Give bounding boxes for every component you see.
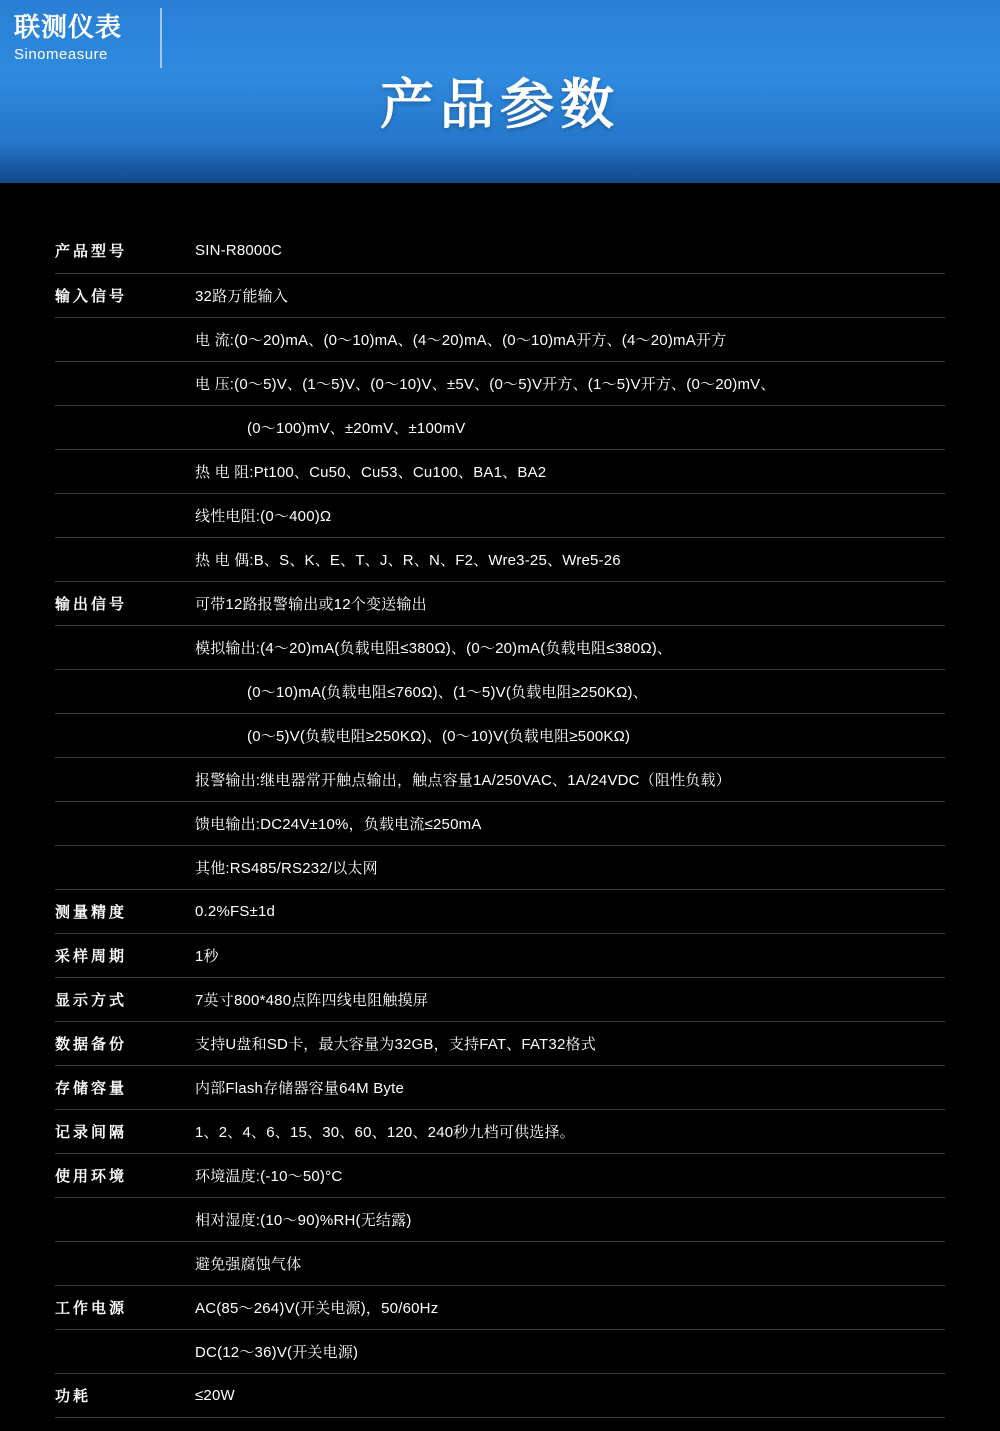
spec-label: 记录间隔	[55, 1109, 195, 1153]
spec-value: (0～100)mV、±20mV、±100mV	[195, 405, 945, 449]
table-row	[55, 1153, 945, 1197]
table-row	[55, 273, 945, 317]
spec-value: (0～10)mA(负载电阻≤760Ω)、(1～5)V(负载电阻≥250KΩ)、	[195, 669, 945, 713]
spec-label	[55, 493, 195, 537]
spec-value: 1、2、4、6、15、30、60、120、240秒九档可供选择。	[195, 1109, 945, 1153]
spec-label	[55, 801, 195, 845]
table-row	[55, 669, 945, 713]
spec-label	[55, 317, 195, 361]
product-spec-table	[55, 229, 945, 1418]
spec-value: 7英寸800*480点阵四线电阻触摸屏	[195, 977, 945, 1021]
spec-label: 测量精度	[55, 889, 195, 933]
spec-label: 输入信号	[55, 273, 195, 317]
spec-value: SIN-R8000C	[195, 229, 945, 273]
spec-value: 线性电阻:(0～400)Ω	[195, 493, 945, 537]
spec-label: 产品型号	[55, 229, 195, 273]
spec-value: 模拟输出:(4～20)mA(负载电阻≤380Ω)、(0～20)mA(负载电阻≤380Ω)、	[195, 625, 945, 669]
table-row	[55, 1021, 945, 1065]
table-row	[55, 757, 945, 801]
table-row	[55, 625, 945, 669]
spec-label	[55, 1197, 195, 1241]
spec-value: 相对湿度:(10～90)%RH(无结露)	[195, 1197, 945, 1241]
table-row	[55, 1109, 945, 1153]
spec-label	[55, 845, 195, 889]
spec-value: 热 电 阻:Pt100、Cu50、Cu53、Cu100、BA1、BA2	[195, 449, 945, 493]
spec-label: 工作电源	[55, 1285, 195, 1329]
table-row	[55, 1329, 945, 1373]
spec-value: 环境温度:(-10～50)°C	[195, 1153, 945, 1197]
brand-logo-en: Sinomeasure	[14, 46, 108, 63]
spec-value: 支持U盘和SD卡，最大容量为32GB，支持FAT、FAT32格式	[195, 1021, 945, 1065]
spec-label: 输出信号	[55, 581, 195, 625]
table-row	[55, 229, 945, 273]
table-row	[55, 449, 945, 493]
table-row	[55, 977, 945, 1021]
table-row	[55, 1285, 945, 1329]
spec-label	[55, 669, 195, 713]
table-row	[55, 361, 945, 405]
page-title: 产品参数	[380, 75, 620, 135]
table-row	[55, 713, 945, 757]
spec-value: 内部Flash存储器容量64M Byte	[195, 1065, 945, 1109]
spec-value: (0～5)V(负载电阻≥250KΩ)、(0～10)V(负载电阻≥500KΩ)	[195, 713, 945, 757]
spec-value: 馈电输出:DC24V±10%，负载电流≤250mA	[195, 801, 945, 845]
spec-label	[55, 625, 195, 669]
spec-label	[55, 405, 195, 449]
table-row	[55, 1065, 945, 1109]
spec-value: AC(85～264)V(开关电源)，50/60Hz	[195, 1285, 945, 1329]
spec-value: ≤20W	[195, 1373, 945, 1417]
spec-value: 报警输出:继电器常开触点输出，触点容量1A/250VAC、1A/24VDC（阻性负载）	[195, 757, 945, 801]
spec-label: 功耗	[55, 1373, 195, 1417]
spec-value: 32路万能输入	[195, 273, 945, 317]
spec-label	[55, 537, 195, 581]
table-row	[55, 581, 945, 625]
spec-value: DC(12～36)V(开关电源)	[195, 1329, 945, 1373]
spec-label	[55, 757, 195, 801]
spec-label	[55, 361, 195, 405]
table-row	[55, 889, 945, 933]
spec-value: 热 电 偶:B、S、K、E、T、J、R、N、F2、Wre3-25、Wre5-26	[195, 537, 945, 581]
spec-label: 显示方式	[55, 977, 195, 1021]
spec-label	[55, 1241, 195, 1285]
table-row	[55, 537, 945, 581]
spec-value: 电 压:(0～5)V、(1～5)V、(0～10)V、±5V、(0～5)V开方、(1～5)V开方、(0～20)mV、	[195, 361, 945, 405]
spec-label	[55, 1329, 195, 1373]
table-row	[55, 845, 945, 889]
spec-label: 使用环境	[55, 1153, 195, 1197]
spec-value: 0.2%FS±1d	[195, 889, 945, 933]
table-row	[55, 1373, 945, 1417]
table-row	[55, 933, 945, 977]
brand-logo-cn: 联测仪表	[14, 12, 123, 42]
table-row	[55, 1241, 945, 1285]
table-row	[55, 405, 945, 449]
table-row	[55, 493, 945, 537]
spec-table-container	[0, 183, 1000, 1418]
table-row	[55, 801, 945, 845]
spec-label: 数据备份	[55, 1021, 195, 1065]
spec-label: 采样周期	[55, 933, 195, 977]
spec-value: 其他:RS485/RS232/以太网	[195, 845, 945, 889]
table-row	[55, 317, 945, 361]
spec-value: 1秒	[195, 933, 945, 977]
spec-value: 避免强腐蚀气体	[195, 1241, 945, 1285]
spec-value: 电 流:(0～20)mA、(0～10)mA、(4～20)mA、(0～10)mA开方、(4～20)mA开方	[195, 317, 945, 361]
spec-value: 可带12路报警输出或12个变送输出	[195, 581, 945, 625]
logo-divider	[160, 8, 162, 68]
brand-logo	[14, 14, 122, 62]
spec-label	[55, 713, 195, 757]
spec-label: 存储容量	[55, 1065, 195, 1109]
page-header-banner	[0, 0, 1000, 183]
table-row	[55, 1197, 945, 1241]
spec-label	[55, 449, 195, 493]
